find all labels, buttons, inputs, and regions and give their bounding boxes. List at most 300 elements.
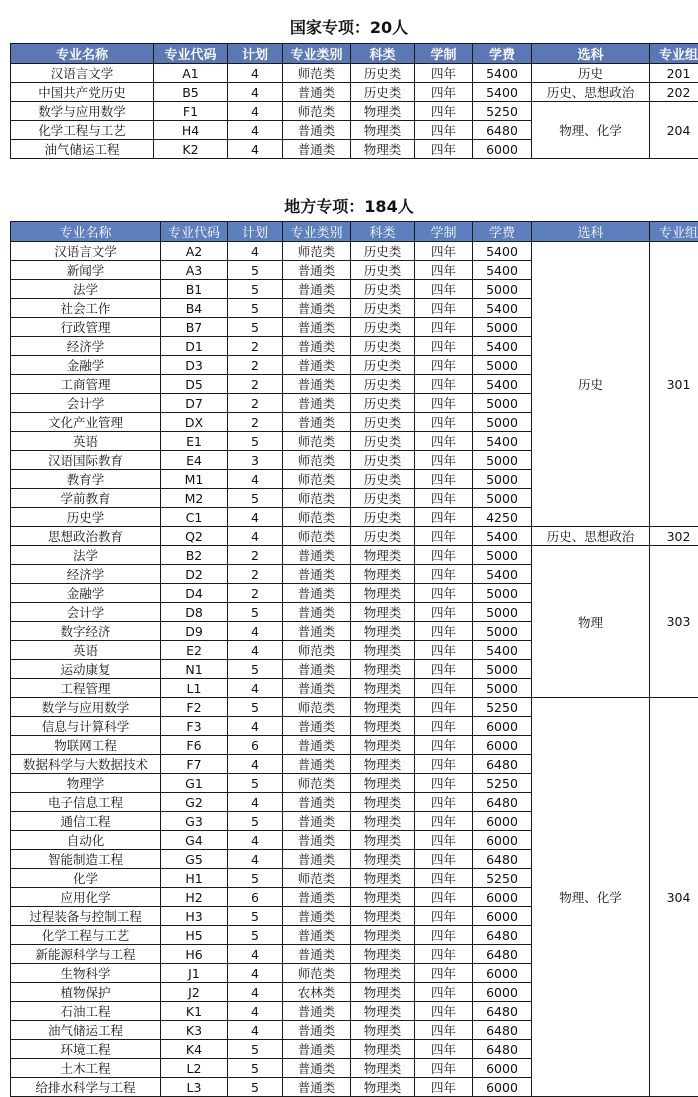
cell-subject-type: 历史类 bbox=[351, 413, 415, 432]
cell-major-group: 204 bbox=[650, 102, 698, 159]
cell-subject-type: 历史类 bbox=[351, 527, 415, 546]
cell-plan: 4 bbox=[228, 242, 283, 261]
cell-major-code: H4 bbox=[154, 121, 228, 140]
cell-major-category: 普通类 bbox=[283, 1021, 351, 1040]
cell-subject-type: 历史类 bbox=[351, 299, 415, 318]
cell-plan: 5 bbox=[228, 261, 283, 280]
cell-major-code: G4 bbox=[161, 831, 228, 850]
header-major-code: 专业代码 bbox=[161, 222, 228, 242]
cell-tuition: 5250 bbox=[473, 774, 532, 793]
cell-plan: 4 bbox=[228, 679, 283, 698]
cell-major-name: 智能制造工程 bbox=[11, 850, 161, 869]
cell-required-subjects: 历史 bbox=[532, 64, 650, 83]
cell-major-code: E1 bbox=[161, 432, 228, 451]
cell-major-name: 工商管理 bbox=[11, 375, 161, 394]
cell-required-subjects: 物理、化学 bbox=[532, 102, 650, 159]
cell-plan: 5 bbox=[228, 926, 283, 945]
header-subject-type: 科类 bbox=[351, 44, 415, 64]
cell-plan: 6 bbox=[228, 888, 283, 907]
cell-major-category: 普通类 bbox=[283, 736, 351, 755]
cell-major-category: 普通类 bbox=[283, 755, 351, 774]
cell-subject-type: 物理类 bbox=[351, 907, 415, 926]
cell-tuition: 6480 bbox=[473, 945, 532, 964]
cell-duration: 四年 bbox=[415, 565, 473, 584]
cell-major-name: 植物保护 bbox=[11, 983, 161, 1002]
cell-tuition: 5000 bbox=[473, 603, 532, 622]
cell-duration: 四年 bbox=[415, 413, 473, 432]
cell-major-code: F1 bbox=[154, 102, 228, 121]
cell-major-code: H2 bbox=[161, 888, 228, 907]
cell-duration: 四年 bbox=[415, 280, 473, 299]
cell-tuition: 6000 bbox=[473, 140, 532, 159]
cell-tuition: 6480 bbox=[473, 926, 532, 945]
cell-duration: 四年 bbox=[415, 926, 473, 945]
cell-subject-type: 物理类 bbox=[351, 622, 415, 641]
cell-plan: 4 bbox=[228, 717, 283, 736]
cell-tuition: 6000 bbox=[473, 907, 532, 926]
cell-major-category: 师范类 bbox=[283, 641, 351, 660]
cell-major-name: 数字经济 bbox=[11, 622, 161, 641]
cell-subject-type: 历史类 bbox=[351, 318, 415, 337]
cell-major-code: M2 bbox=[161, 489, 228, 508]
cell-tuition: 5400 bbox=[473, 375, 532, 394]
cell-major-category: 普通类 bbox=[283, 888, 351, 907]
cell-plan: 4 bbox=[228, 1002, 283, 1021]
cell-major-name: 运动康复 bbox=[11, 660, 161, 679]
cell-major-code: E2 bbox=[161, 641, 228, 660]
cell-plan: 4 bbox=[228, 121, 283, 140]
cell-duration: 四年 bbox=[415, 793, 473, 812]
cell-major-category: 师范类 bbox=[283, 869, 351, 888]
cell-tuition: 6480 bbox=[473, 793, 532, 812]
cell-major-category: 普通类 bbox=[283, 356, 351, 375]
cell-duration: 四年 bbox=[415, 337, 473, 356]
cell-major-category: 普通类 bbox=[283, 1059, 351, 1078]
cell-major-name: 会计学 bbox=[11, 603, 161, 622]
cell-subject-type: 物理类 bbox=[351, 926, 415, 945]
cell-major-code: H6 bbox=[161, 945, 228, 964]
cell-tuition: 6000 bbox=[473, 812, 532, 831]
cell-plan: 4 bbox=[228, 102, 283, 121]
national-table bbox=[10, 43, 698, 159]
cell-major-name: 给排水科学与工程 bbox=[11, 1078, 161, 1097]
cell-major-code: G5 bbox=[161, 850, 228, 869]
cell-plan: 5 bbox=[228, 774, 283, 793]
cell-major-code: A1 bbox=[154, 64, 228, 83]
cell-subject-type: 历史类 bbox=[351, 394, 415, 413]
cell-major-category: 普通类 bbox=[283, 1002, 351, 1021]
cell-tuition: 5400 bbox=[473, 432, 532, 451]
cell-major-code: F7 bbox=[161, 755, 228, 774]
cell-plan: 5 bbox=[228, 299, 283, 318]
cell-major-name: 汉语国际教育 bbox=[11, 451, 161, 470]
cell-subject-type: 物理类 bbox=[351, 1021, 415, 1040]
cell-major-name: 环境工程 bbox=[11, 1040, 161, 1059]
cell-major-category: 普通类 bbox=[283, 793, 351, 812]
cell-major-name: 工程管理 bbox=[11, 679, 161, 698]
cell-tuition: 6480 bbox=[473, 1002, 532, 1021]
cell-major-code: E4 bbox=[161, 451, 228, 470]
cell-major-category: 师范类 bbox=[283, 64, 351, 83]
cell-duration: 四年 bbox=[415, 546, 473, 565]
cell-major-name: 金融学 bbox=[11, 356, 161, 375]
cell-major-code: D3 bbox=[161, 356, 228, 375]
cell-tuition: 6480 bbox=[473, 755, 532, 774]
cell-duration: 四年 bbox=[415, 755, 473, 774]
cell-major-name: 金融学 bbox=[11, 584, 161, 603]
cell-duration: 四年 bbox=[415, 660, 473, 679]
cell-required-subjects: 物理 bbox=[532, 546, 650, 698]
cell-plan: 4 bbox=[228, 755, 283, 774]
cell-major-category: 普通类 bbox=[283, 850, 351, 869]
cell-tuition: 4250 bbox=[473, 508, 532, 527]
cell-plan: 5 bbox=[228, 1059, 283, 1078]
cell-plan: 5 bbox=[228, 698, 283, 717]
cell-plan: 5 bbox=[228, 660, 283, 679]
table-row bbox=[11, 83, 698, 102]
cell-tuition: 5400 bbox=[473, 299, 532, 318]
cell-tuition: 5400 bbox=[473, 64, 532, 83]
header-duration: 学制 bbox=[415, 44, 473, 64]
cell-duration: 四年 bbox=[415, 641, 473, 660]
cell-major-category: 师范类 bbox=[283, 698, 351, 717]
cell-plan: 2 bbox=[228, 356, 283, 375]
cell-major-name: 行政管理 bbox=[11, 318, 161, 337]
cell-major-name: 油气储运工程 bbox=[11, 1021, 161, 1040]
table-header-row bbox=[11, 222, 698, 242]
cell-major-name: 自动化 bbox=[11, 831, 161, 850]
cell-major-category: 普通类 bbox=[283, 121, 351, 140]
cell-plan: 5 bbox=[228, 603, 283, 622]
cell-plan: 6 bbox=[228, 736, 283, 755]
cell-duration: 四年 bbox=[415, 261, 473, 280]
cell-major-group: 201 bbox=[650, 64, 698, 83]
cell-major-name: 汉语言文学 bbox=[11, 64, 154, 83]
cell-plan: 2 bbox=[228, 413, 283, 432]
cell-major-code: L2 bbox=[161, 1059, 228, 1078]
cell-major-name: 文化产业管理 bbox=[11, 413, 161, 432]
cell-duration: 四年 bbox=[415, 584, 473, 603]
cell-major-category: 师范类 bbox=[283, 508, 351, 527]
cell-plan: 2 bbox=[228, 546, 283, 565]
table-row bbox=[11, 102, 698, 121]
cell-plan: 2 bbox=[228, 584, 283, 603]
cell-major-code: D5 bbox=[161, 375, 228, 394]
cell-major-code: K1 bbox=[161, 1002, 228, 1021]
cell-subject-type: 物理类 bbox=[351, 1078, 415, 1097]
cell-plan: 4 bbox=[228, 945, 283, 964]
cell-duration: 四年 bbox=[415, 603, 473, 622]
cell-major-code: D8 bbox=[161, 603, 228, 622]
cell-subject-type: 物理类 bbox=[351, 121, 415, 140]
cell-major-category: 普通类 bbox=[283, 907, 351, 926]
cell-tuition: 5250 bbox=[473, 869, 532, 888]
cell-major-category: 师范类 bbox=[283, 451, 351, 470]
cell-duration: 四年 bbox=[415, 102, 473, 121]
cell-major-name: 经济学 bbox=[11, 565, 161, 584]
cell-major-code: A2 bbox=[161, 242, 228, 261]
cell-duration: 四年 bbox=[415, 1002, 473, 1021]
cell-plan: 4 bbox=[228, 527, 283, 546]
cell-plan: 4 bbox=[228, 1021, 283, 1040]
cell-plan: 4 bbox=[228, 470, 283, 489]
table-row bbox=[11, 527, 698, 546]
cell-major-category: 师范类 bbox=[283, 527, 351, 546]
cell-major-code: L1 bbox=[161, 679, 228, 698]
header-tuition: 学费 bbox=[473, 44, 532, 64]
cell-major-category: 普通类 bbox=[283, 375, 351, 394]
table-row bbox=[11, 698, 698, 717]
cell-major-code: N1 bbox=[161, 660, 228, 679]
header-major-group: 专业组 bbox=[650, 44, 698, 64]
cell-major-name: 物理学 bbox=[11, 774, 161, 793]
cell-major-code: A3 bbox=[161, 261, 228, 280]
cell-subject-type: 历史类 bbox=[351, 356, 415, 375]
header-required-subjects: 选科 bbox=[532, 44, 650, 64]
cell-plan: 2 bbox=[228, 337, 283, 356]
cell-major-category: 普通类 bbox=[283, 140, 351, 159]
cell-plan: 5 bbox=[228, 869, 283, 888]
cell-subject-type: 历史类 bbox=[351, 508, 415, 527]
cell-major-name: 法学 bbox=[11, 546, 161, 565]
cell-major-name: 思想政治教育 bbox=[11, 527, 161, 546]
cell-major-name: 生物科学 bbox=[11, 964, 161, 983]
header-major-group: 专业组 bbox=[650, 222, 698, 242]
header-subject-type: 科类 bbox=[351, 222, 415, 242]
cell-tuition: 6000 bbox=[473, 983, 532, 1002]
cell-major-name: 数学与应用数学 bbox=[11, 102, 154, 121]
cell-major-name: 中国共产党历史 bbox=[11, 83, 154, 102]
cell-duration: 四年 bbox=[415, 945, 473, 964]
cell-duration: 四年 bbox=[415, 964, 473, 983]
cell-tuition: 6480 bbox=[473, 121, 532, 140]
cell-major-name: 应用化学 bbox=[11, 888, 161, 907]
cell-major-name: 土木工程 bbox=[11, 1059, 161, 1078]
cell-major-code: B4 bbox=[161, 299, 228, 318]
cell-plan: 5 bbox=[228, 280, 283, 299]
cell-plan: 2 bbox=[228, 565, 283, 584]
cell-tuition: 5000 bbox=[473, 318, 532, 337]
cell-major-code: B2 bbox=[161, 546, 228, 565]
cell-subject-type: 历史类 bbox=[351, 432, 415, 451]
cell-major-name: 通信工程 bbox=[11, 812, 161, 831]
cell-major-group: 303 bbox=[650, 546, 698, 698]
cell-tuition: 5400 bbox=[473, 242, 532, 261]
cell-major-code: G1 bbox=[161, 774, 228, 793]
cell-major-category: 普通类 bbox=[283, 926, 351, 945]
cell-plan: 4 bbox=[228, 508, 283, 527]
cell-major-category: 普通类 bbox=[283, 565, 351, 584]
cell-duration: 四年 bbox=[415, 470, 473, 489]
cell-major-category: 普通类 bbox=[283, 413, 351, 432]
cell-tuition: 6000 bbox=[473, 717, 532, 736]
cell-tuition: 5000 bbox=[473, 356, 532, 375]
cell-major-code: H1 bbox=[161, 869, 228, 888]
cell-tuition: 6000 bbox=[473, 831, 532, 850]
cell-major-name: 数据科学与大数据技术 bbox=[11, 755, 161, 774]
cell-duration: 四年 bbox=[415, 394, 473, 413]
cell-duration: 四年 bbox=[415, 1078, 473, 1097]
cell-major-code: B5 bbox=[154, 83, 228, 102]
cell-tuition: 6000 bbox=[473, 888, 532, 907]
cell-plan: 4 bbox=[228, 850, 283, 869]
cell-major-category: 师范类 bbox=[283, 470, 351, 489]
cell-major-code: K2 bbox=[154, 140, 228, 159]
cell-major-code: B7 bbox=[161, 318, 228, 337]
cell-tuition: 5400 bbox=[473, 261, 532, 280]
cell-duration: 四年 bbox=[415, 698, 473, 717]
cell-major-code: F3 bbox=[161, 717, 228, 736]
cell-subject-type: 物理类 bbox=[351, 603, 415, 622]
header-duration: 学制 bbox=[415, 222, 473, 242]
cell-major-name: 信息与计算科学 bbox=[11, 717, 161, 736]
cell-major-category: 普通类 bbox=[283, 83, 351, 102]
cell-major-category: 普通类 bbox=[283, 603, 351, 622]
cell-subject-type: 物理类 bbox=[351, 565, 415, 584]
cell-major-name: 法学 bbox=[11, 280, 161, 299]
cell-duration: 四年 bbox=[415, 831, 473, 850]
cell-major-category: 农林类 bbox=[283, 983, 351, 1002]
cell-tuition: 6000 bbox=[473, 1059, 532, 1078]
cell-duration: 四年 bbox=[415, 850, 473, 869]
cell-major-code: H5 bbox=[161, 926, 228, 945]
cell-major-code: G3 bbox=[161, 812, 228, 831]
cell-major-name: 英语 bbox=[11, 641, 161, 660]
cell-major-code: B1 bbox=[161, 280, 228, 299]
cell-subject-type: 物理类 bbox=[351, 679, 415, 698]
cell-tuition: 5000 bbox=[473, 622, 532, 641]
cell-duration: 四年 bbox=[415, 121, 473, 140]
cell-subject-type: 物理类 bbox=[351, 1059, 415, 1078]
cell-major-code: D1 bbox=[161, 337, 228, 356]
cell-major-category: 师范类 bbox=[283, 489, 351, 508]
cell-subject-type: 物理类 bbox=[351, 717, 415, 736]
cell-major-category: 普通类 bbox=[283, 660, 351, 679]
cell-subject-type: 历史类 bbox=[351, 280, 415, 299]
cell-subject-type: 物理类 bbox=[351, 584, 415, 603]
cell-major-group: 301 bbox=[650, 242, 698, 527]
cell-duration: 四年 bbox=[415, 1059, 473, 1078]
cell-subject-type: 物理类 bbox=[351, 850, 415, 869]
cell-major-name: 油气储运工程 bbox=[11, 140, 154, 159]
cell-plan: 5 bbox=[228, 318, 283, 337]
cell-duration: 四年 bbox=[415, 375, 473, 394]
cell-subject-type: 物理类 bbox=[351, 102, 415, 121]
cell-duration: 四年 bbox=[415, 489, 473, 508]
header-major-name: 专业名称 bbox=[11, 44, 154, 64]
cell-plan: 4 bbox=[228, 83, 283, 102]
cell-major-code: K4 bbox=[161, 1040, 228, 1059]
cell-duration: 四年 bbox=[415, 527, 473, 546]
cell-major-name: 会计学 bbox=[11, 394, 161, 413]
cell-subject-type: 物理类 bbox=[351, 1002, 415, 1021]
cell-duration: 四年 bbox=[415, 622, 473, 641]
cell-duration: 四年 bbox=[415, 356, 473, 375]
header-tuition: 学费 bbox=[473, 222, 532, 242]
cell-major-category: 普通类 bbox=[283, 1078, 351, 1097]
header-major-name: 专业名称 bbox=[11, 222, 161, 242]
cell-plan: 5 bbox=[228, 907, 283, 926]
cell-plan: 2 bbox=[228, 394, 283, 413]
cell-required-subjects: 历史 bbox=[532, 242, 650, 527]
header-plan: 计划 bbox=[228, 222, 283, 242]
cell-tuition: 6480 bbox=[473, 850, 532, 869]
cell-plan: 5 bbox=[228, 1040, 283, 1059]
cell-tuition: 5250 bbox=[473, 102, 532, 121]
local-table bbox=[10, 221, 698, 1097]
cell-duration: 四年 bbox=[415, 242, 473, 261]
cell-major-name: 新能源科学与工程 bbox=[11, 945, 161, 964]
cell-major-category: 师范类 bbox=[283, 242, 351, 261]
cell-duration: 四年 bbox=[415, 869, 473, 888]
national-section-title: 国家专项：20人 bbox=[0, 18, 698, 38]
cell-major-code: D4 bbox=[161, 584, 228, 603]
cell-required-subjects: 历史、思想政治 bbox=[532, 83, 650, 102]
cell-tuition: 5000 bbox=[473, 584, 532, 603]
cell-tuition: 5250 bbox=[473, 698, 532, 717]
cell-major-code: G2 bbox=[161, 793, 228, 812]
cell-plan: 5 bbox=[228, 812, 283, 831]
cell-subject-type: 物理类 bbox=[351, 831, 415, 850]
cell-major-group: 304 bbox=[650, 698, 698, 1097]
cell-major-category: 普通类 bbox=[283, 717, 351, 736]
cell-major-code: Q2 bbox=[161, 527, 228, 546]
cell-duration: 四年 bbox=[415, 432, 473, 451]
cell-major-category: 普通类 bbox=[283, 1040, 351, 1059]
cell-subject-type: 历史类 bbox=[351, 470, 415, 489]
cell-subject-type: 历史类 bbox=[351, 375, 415, 394]
cell-subject-type: 历史类 bbox=[351, 64, 415, 83]
cell-major-code: DX bbox=[161, 413, 228, 432]
cell-subject-type: 物理类 bbox=[351, 546, 415, 565]
cell-major-name: 英语 bbox=[11, 432, 161, 451]
cell-subject-type: 物理类 bbox=[351, 698, 415, 717]
cell-major-code: M1 bbox=[161, 470, 228, 489]
cell-tuition: 5000 bbox=[473, 679, 532, 698]
cell-tuition: 5400 bbox=[473, 83, 532, 102]
local-section-title: 地方专项：184人 bbox=[0, 197, 698, 217]
cell-plan: 5 bbox=[228, 489, 283, 508]
cell-tuition: 5000 bbox=[473, 546, 532, 565]
cell-subject-type: 物理类 bbox=[351, 945, 415, 964]
cell-subject-type: 历史类 bbox=[351, 242, 415, 261]
cell-tuition: 5400 bbox=[473, 641, 532, 660]
table-row bbox=[11, 242, 698, 261]
cell-duration: 四年 bbox=[415, 736, 473, 755]
cell-major-group: 202 bbox=[650, 83, 698, 102]
cell-major-category: 普通类 bbox=[283, 679, 351, 698]
cell-plan: 3 bbox=[228, 451, 283, 470]
cell-subject-type: 物理类 bbox=[351, 774, 415, 793]
header-required-subjects: 选科 bbox=[532, 222, 650, 242]
cell-major-name: 化学工程与工艺 bbox=[11, 926, 161, 945]
cell-tuition: 5400 bbox=[473, 337, 532, 356]
cell-major-code: D9 bbox=[161, 622, 228, 641]
cell-major-name: 学前教育 bbox=[11, 489, 161, 508]
cell-required-subjects: 历史、思想政治 bbox=[532, 527, 650, 546]
cell-duration: 四年 bbox=[415, 1040, 473, 1059]
cell-major-category: 普通类 bbox=[283, 622, 351, 641]
cell-tuition: 6000 bbox=[473, 1078, 532, 1097]
cell-major-code: F6 bbox=[161, 736, 228, 755]
cell-duration: 四年 bbox=[415, 812, 473, 831]
cell-duration: 四年 bbox=[415, 299, 473, 318]
cell-duration: 四年 bbox=[415, 318, 473, 337]
table-row bbox=[11, 546, 698, 565]
cell-plan: 5 bbox=[228, 432, 283, 451]
cell-duration: 四年 bbox=[415, 717, 473, 736]
cell-required-subjects: 物理、化学 bbox=[532, 698, 650, 1097]
